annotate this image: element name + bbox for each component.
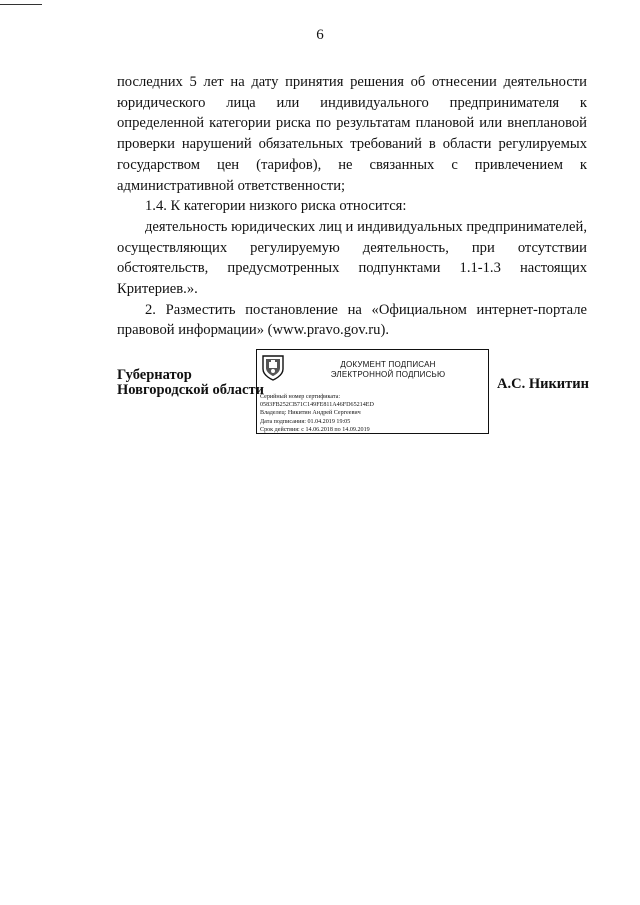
stamp-title <box>293 360 483 380</box>
signatory-position <box>117 368 264 398</box>
stamp-title-line-2: ЭЛЕКТРОННОЙ ПОДПИСЬЮ <box>330 370 446 379</box>
electronic-signature-stamp <box>256 349 489 434</box>
certificate-number: 0583FB252CB71C149FE811A46FD65214ED <box>260 402 374 409</box>
signatory-title: Губернатор <box>117 367 192 383</box>
stamp-title-line-1: ДОКУМЕНТ ПОДПИСАН <box>340 360 436 369</box>
document-body <box>117 72 587 341</box>
certificate-validity: Срок действия: с 14.06.2018 по 14.09.2019 <box>260 426 370 433</box>
signatory-region: Новгородской области <box>117 382 264 398</box>
coat-of-arms-icon <box>261 354 285 382</box>
page-number: 6 <box>316 27 324 43</box>
certificate-label: Серийный номер сертификата: <box>260 394 341 400</box>
certificate-owner: Владелец: Никитин Андрей Сергеевич <box>260 410 361 417</box>
stamp-details <box>260 393 374 434</box>
signatory-name: А.С. Никитин <box>497 376 589 392</box>
paragraph-low-risk: деятельность юридических лиц и индивидуальных предпринимателей, осуществляющих регулируемую деятельность, при отсутствии обстоятельств, предусмотренных подпунктами 1.1-1.3 настоящих Критериев.». <box>117 218 587 298</box>
signing-date: Дата подписания: 01.04.2019 19:05 <box>260 418 351 425</box>
paragraph-clause-1-4: 1.4. К категории низкого риска относится: <box>145 198 407 215</box>
paragraph-publish: 2. Разместить постановление на «Официальном интернет-портале правовой информации» (www.pravo.gov.ru). <box>117 301 587 339</box>
paragraph-continuation: последних 5 лет на дату принятия решения об отнесении деятельности юридического лица или индивидуального предпринимателя к определенной категории риска по результатам плановой или внеплановой проверки нарушений обязательных требований в области регулируемых государством цен (тарифов), не связанных с привлечением к административной ответственности; <box>117 74 587 194</box>
corner-rule <box>0 4 42 5</box>
